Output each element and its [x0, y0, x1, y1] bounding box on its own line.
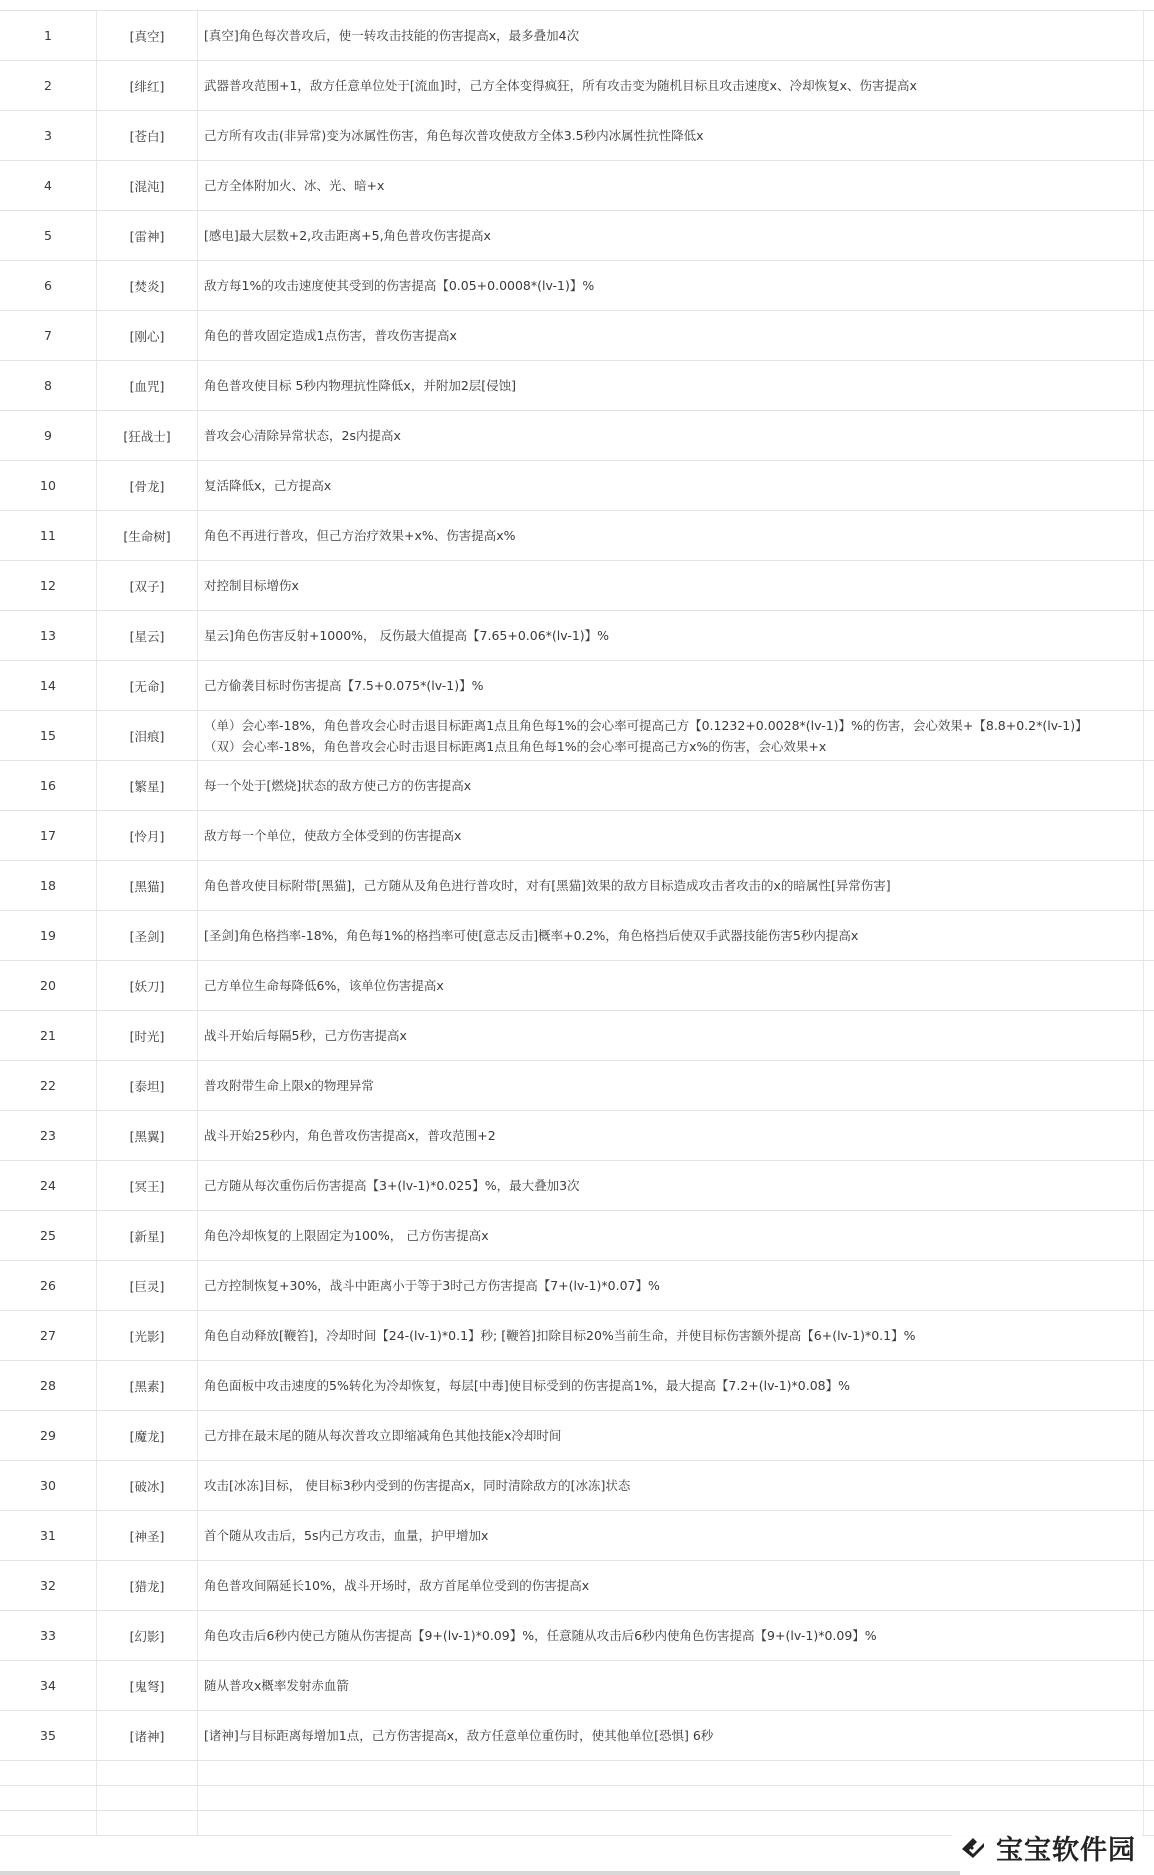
table-row	[0, 1561, 1154, 1611]
affix-description-cell[interactable]	[198, 211, 1144, 261]
description-line: 首个随从攻击后，5s内己方攻击，血量，护甲增加x	[204, 1528, 489, 1543]
empty-cell[interactable]	[1144, 511, 1154, 561]
row-number-cell[interactable]: 9	[0, 411, 97, 461]
description-line: 随从普攻x概率发射赤血箭	[204, 1678, 349, 1693]
watermark	[952, 1826, 1142, 1869]
table-row	[0, 1311, 1154, 1361]
description-line: 复活降低x，己方提高x	[204, 478, 332, 493]
description-line: （单）会心率-18%，角色普攻会心时击退目标距离1点且角色每1%的会心率可提高己方【0.1232+0.0028*(lv-1)】%的伤害，会心效果+【8.8+0.2*(lv-1)】	[204, 717, 1088, 733]
table-row	[0, 361, 1154, 411]
empty-cell[interactable]	[1144, 311, 1154, 361]
empty-cell[interactable]	[0, 1761, 97, 1786]
empty-cell[interactable]	[1144, 1361, 1154, 1411]
description-line: 每一个处于[燃烧]状态的敌方使己方的伤害提高x	[204, 778, 472, 793]
empty-cell[interactable]	[1144, 61, 1154, 111]
affix-description-cell[interactable]	[198, 511, 1144, 561]
table-row	[0, 711, 1154, 761]
empty-cell[interactable]	[1144, 711, 1154, 761]
affix-name-cell[interactable]: [混沌]	[97, 161, 198, 211]
row-number-cell[interactable]: 32	[0, 1561, 97, 1611]
affix-description-cell[interactable]	[198, 161, 1144, 211]
description-line: 己方排在最末尾的随从每次普攻立即缩减角色其他技能x冷却时间	[204, 1428, 562, 1443]
affix-description-cell[interactable]	[198, 1361, 1144, 1411]
affix-description-cell[interactable]	[198, 611, 1144, 661]
table-row	[0, 261, 1154, 311]
row-number-cell[interactable]: 6	[0, 261, 97, 311]
empty-cell[interactable]	[1144, 1411, 1154, 1461]
affix-description-cell[interactable]	[198, 1211, 1144, 1261]
description-line: 己方控制恢复+30%，战斗中距离小于等于3时己方伤害提高【7+(lv-1)*0.07】%	[204, 1278, 660, 1293]
row-number-cell[interactable]: 12	[0, 561, 97, 611]
affix-description-cell[interactable]	[198, 461, 1144, 511]
empty-cell[interactable]	[1144, 561, 1154, 611]
empty-cell[interactable]	[1144, 1511, 1154, 1561]
affix-description-cell[interactable]	[198, 311, 1144, 361]
table-row	[0, 461, 1154, 511]
description-line: 己方全体附加火、冰、光、暗+x	[204, 178, 385, 193]
row-number-cell[interactable]: 21	[0, 1011, 97, 1061]
affix-name-cell[interactable]: [狂战士]	[97, 411, 198, 461]
description-line: 角色自动释放[鞭笞]，冷却时间【24-(lv-1)*0.1】秒; [鞭笞]扣除目标20%当前生命，并使目标伤害额外提高【6+(lv-1)*0.1】%	[204, 1328, 916, 1343]
table-row	[0, 161, 1154, 211]
table-row	[0, 1111, 1154, 1161]
description-line: 角色冷却恢复的上限固定为100%， 己方伤害提高x	[204, 1228, 489, 1243]
table-row	[0, 1411, 1154, 1461]
table-row	[0, 961, 1154, 1011]
row-number-cell[interactable]: 8	[0, 361, 97, 411]
row-number-cell[interactable]: 20	[0, 961, 97, 1011]
empty-cell[interactable]	[1144, 1111, 1154, 1161]
row-number-cell[interactable]: 34	[0, 1661, 97, 1711]
horizontal-scrollbar[interactable]	[0, 1871, 960, 1875]
table-row	[0, 1511, 1154, 1561]
description-line: [诸神]与目标距离每增加1点，己方伤害提高x，敌方任意单位重伤时，使其他单位[恐惧] 6秒	[204, 1728, 714, 1743]
table-row	[0, 1161, 1154, 1211]
empty-cell[interactable]	[1144, 761, 1154, 811]
description-line: 己方偷袭目标时伤害提高【7.5+0.075*(lv-1)】%	[204, 678, 484, 693]
description-line: 普攻附带生命上限x的物理异常	[204, 1078, 374, 1093]
description-line: 攻击[冰冻]目标， 使目标3秒内受到的伤害提高x，同时清除敌方的[冰冻]状态	[204, 1478, 631, 1493]
affix-description-cell[interactable]	[198, 711, 1144, 761]
table-row	[0, 761, 1154, 811]
affix-name-cell[interactable]: [鬼弩]	[97, 1661, 198, 1711]
empty-cell[interactable]	[1144, 161, 1154, 211]
row-number-cell[interactable]: 15	[0, 711, 97, 761]
table-row	[0, 111, 1154, 161]
affix-name-cell[interactable]: [冥王]	[97, 1161, 198, 1211]
row-number-cell[interactable]: 17	[0, 811, 97, 861]
row-number-cell[interactable]: 19	[0, 911, 97, 961]
table-row	[0, 661, 1154, 711]
row-number-cell[interactable]: 1	[0, 11, 97, 61]
empty-cell[interactable]	[1144, 661, 1154, 711]
empty-cell[interactable]	[1144, 611, 1154, 661]
description-line: 己方随从每次重伤后伤害提高【3+(lv-1)*0.025】%，最大叠加3次	[204, 1178, 580, 1193]
affix-name-cell[interactable]: [苍白]	[97, 111, 198, 161]
empty-cell[interactable]	[1144, 1161, 1154, 1211]
row-number-cell[interactable]: 11	[0, 511, 97, 561]
affix-name-cell[interactable]: [骨龙]	[97, 461, 198, 511]
watermark-text: 宝宝软件园	[996, 1835, 1136, 1866]
description-line: 角色不再进行普攻，但己方治疗效果+x%、伤害提高x%	[204, 528, 516, 543]
affix-description-cell[interactable]	[198, 1711, 1144, 1761]
affix-name-cell[interactable]: [无命]	[97, 661, 198, 711]
affix-description-cell[interactable]	[198, 561, 1144, 611]
empty-cell[interactable]	[1144, 1786, 1154, 1811]
affix-name-cell[interactable]: [焚炎]	[97, 261, 198, 311]
row-number-cell[interactable]: 22	[0, 1061, 97, 1111]
description-line: [圣剑]角色格挡率-18%，角色每1%的格挡率可使[意志反击]概率+0.2%，角色格挡后使双手武器技能伤害5秒内提高x	[204, 928, 859, 943]
table-row	[0, 61, 1154, 111]
affix-name-cell[interactable]: [新星]	[97, 1211, 198, 1261]
table-row	[0, 1211, 1154, 1261]
table-row	[0, 561, 1154, 611]
empty-cell[interactable]	[1144, 1611, 1154, 1661]
table-row	[0, 861, 1154, 911]
affix-name-cell[interactable]: [黑翼]	[97, 1111, 198, 1161]
row-number-cell[interactable]: 28	[0, 1361, 97, 1411]
affix-description-cell[interactable]	[198, 1561, 1144, 1611]
row-number-cell[interactable]: 14	[0, 661, 97, 711]
empty-cell[interactable]	[1144, 261, 1154, 311]
description-line: 己方所有攻击(非异常)变为冰属性伤害，角色每次普攻使敌方全体3.5秒内冰属性抗性降低x	[204, 128, 704, 143]
affix-name-cell[interactable]: [刚心]	[97, 311, 198, 361]
description-line: 对控制目标增伤x	[204, 578, 299, 593]
row-number-cell[interactable]: 35	[0, 1711, 97, 1761]
empty-cell[interactable]	[1144, 1711, 1154, 1761]
description-line: 角色普攻使目标附带[黑猫]，己方随从及角色进行普攻时，对有[黑猫]效果的敌方目标造成攻击者攻击的x的暗属性[异常伤害]	[204, 878, 891, 893]
table-row	[0, 1011, 1154, 1061]
table-row	[0, 1611, 1154, 1661]
empty-cell[interactable]	[0, 1811, 97, 1836]
empty-cell[interactable]	[0, 1786, 97, 1811]
table-row	[0, 211, 1154, 261]
affix-name-cell[interactable]: [时光]	[97, 1011, 198, 1061]
affix-description-cell[interactable]	[198, 1661, 1144, 1711]
affix-description-cell[interactable]	[198, 111, 1144, 161]
affix-description-cell[interactable]	[198, 1061, 1144, 1111]
empty-cell[interactable]	[1144, 1061, 1154, 1111]
empty-cell[interactable]	[1144, 911, 1154, 961]
empty-cell[interactable]	[1144, 11, 1154, 61]
empty-cell[interactable]	[1144, 1761, 1154, 1786]
empty-cell[interactable]	[1144, 361, 1154, 411]
empty-cell[interactable]	[1144, 1461, 1154, 1511]
description-line: 战斗开始25秒内，角色普攻伤害提高x，普攻范围+2	[204, 1128, 496, 1143]
row-number-cell[interactable]: 3	[0, 111, 97, 161]
empty-row	[0, 1786, 1154, 1811]
affix-description-cell[interactable]	[198, 961, 1144, 1011]
empty-cell[interactable]	[1144, 1811, 1154, 1836]
affix-name-cell[interactable]: [光影]	[97, 1311, 198, 1361]
affix-description-cell[interactable]	[198, 761, 1144, 811]
table-row	[0, 1711, 1154, 1761]
affix-name-cell[interactable]: [双子]	[97, 561, 198, 611]
row-number-cell[interactable]: 25	[0, 1211, 97, 1261]
description-line: 角色攻击后6秒内使己方随从伤害提高【9+(lv-1)*0.09】%，任意随从攻击后6秒内使角色伤害提高【9+(lv-1)*0.09】%	[204, 1628, 877, 1643]
description-line: 普攻会心清除异常状态，2s内提高x	[204, 428, 401, 443]
affix-description-cell[interactable]	[198, 1511, 1144, 1561]
affix-name-cell[interactable]: [绯红]	[97, 61, 198, 111]
affix-description-cell[interactable]	[198, 1261, 1144, 1311]
top-row-strip	[0, 0, 1154, 11]
affix-description-cell[interactable]	[198, 1161, 1144, 1211]
table-row	[0, 311, 1154, 361]
empty-cell[interactable]	[1144, 1211, 1154, 1261]
table-row	[0, 811, 1154, 861]
affix-description-cell[interactable]	[198, 861, 1144, 911]
row-number-cell[interactable]: 16	[0, 761, 97, 811]
affix-name-cell[interactable]: [破冰]	[97, 1461, 198, 1511]
row-number-cell[interactable]: 24	[0, 1161, 97, 1211]
affix-name-cell[interactable]: [神圣]	[97, 1511, 198, 1561]
row-number-cell[interactable]: 5	[0, 211, 97, 261]
description-line: 己方单位生命每降低6%，该单位伤害提高x	[204, 978, 444, 993]
affix-description-cell[interactable]	[198, 1011, 1144, 1061]
table-row	[0, 1661, 1154, 1711]
row-number-cell[interactable]: 27	[0, 1311, 97, 1361]
table-row	[0, 411, 1154, 461]
affix-description-cell[interactable]	[198, 11, 1144, 61]
table-row	[0, 1261, 1154, 1311]
affix-name-cell[interactable]: [巨灵]	[97, 1261, 198, 1311]
empty-row	[0, 1761, 1154, 1786]
empty-cell[interactable]	[1144, 1311, 1154, 1361]
affix-name-cell[interactable]: [黑素]	[97, 1361, 198, 1411]
table-row	[0, 511, 1154, 561]
affix-name-cell[interactable]: [血咒]	[97, 361, 198, 411]
affix-description-cell[interactable]	[198, 411, 1144, 461]
empty-cell[interactable]	[1144, 211, 1154, 261]
empty-cell[interactable]	[198, 1761, 1144, 1786]
description-line: [真空]角色每次普攻后，使一转攻击技能的伤害提高x，最多叠加4次	[204, 28, 580, 43]
description-line: 角色的普攻固定造成1点伤害，普攻伤害提高x	[204, 328, 457, 343]
affix-name-cell[interactable]: [雷神]	[97, 211, 198, 261]
affix-name-cell[interactable]: [妖刀]	[97, 961, 198, 1011]
affix-description-cell[interactable]	[198, 1611, 1144, 1661]
empty-cell[interactable]	[198, 1786, 1144, 1811]
row-number-cell[interactable]: 4	[0, 161, 97, 211]
affix-name-cell[interactable]: [泪痕]	[97, 711, 198, 761]
description-line: 角色面板中攻击速度的5%转化为冷却恢复，每层[中毒]使目标受到的伤害提高1%，最大提高【7.2+(lv-1)*0.08】%	[204, 1378, 850, 1393]
affix-description-cell[interactable]	[198, 811, 1144, 861]
empty-cell[interactable]	[97, 1786, 198, 1811]
table-row	[0, 1461, 1154, 1511]
affix-name-cell[interactable]: [诸神]	[97, 1711, 198, 1761]
empty-cell[interactable]	[1144, 1261, 1154, 1311]
row-number-cell[interactable]: 30	[0, 1461, 97, 1511]
empty-cell[interactable]	[1144, 1011, 1154, 1061]
affix-name-cell[interactable]: [真空]	[97, 11, 198, 61]
description-line: 武器普攻范围+1，敌方任意单位处于[流血]时，己方全体变得疯狂，所有攻击变为随机目标且攻击速度x、冷却恢复x、伤害提高x	[204, 78, 917, 93]
row-number-cell[interactable]: 7	[0, 311, 97, 361]
empty-cell[interactable]	[1144, 811, 1154, 861]
affix-name-cell[interactable]: [幻影]	[97, 1611, 198, 1661]
table-row	[0, 611, 1154, 661]
affix-description-cell[interactable]	[198, 1411, 1144, 1461]
affix-description-cell[interactable]	[198, 911, 1144, 961]
empty-cell[interactable]	[97, 1811, 198, 1836]
affix-description-cell[interactable]	[198, 1311, 1144, 1361]
affix-name-cell[interactable]: [猎龙]	[97, 1561, 198, 1611]
row-number-cell[interactable]: 23	[0, 1111, 97, 1161]
description-line: （双）会心率-18%，角色普攻会心时击退目标距离1点且角色每1%的会心率可提高己方x%的伤害，会心效果+x	[204, 738, 827, 754]
empty-cell[interactable]	[1144, 961, 1154, 1011]
affix-description-cell[interactable]	[198, 661, 1144, 711]
table-row	[0, 11, 1154, 61]
row-number-cell[interactable]: 2	[0, 61, 97, 111]
description-line: [感电]最大层数+2,攻击距离+5,角色普攻伤害提高x	[204, 228, 491, 243]
empty-cell[interactable]	[1144, 1561, 1154, 1611]
affix-description-cell[interactable]	[198, 61, 1144, 111]
empty-cell[interactable]	[1144, 861, 1154, 911]
empty-cell[interactable]	[1144, 461, 1154, 511]
empty-cell[interactable]	[1144, 411, 1154, 461]
row-number-cell[interactable]: 18	[0, 861, 97, 911]
table-row	[0, 1361, 1154, 1411]
affix-name-cell[interactable]: [圣剑]	[97, 911, 198, 961]
description-line: 敌方每1%的攻击速度使其受到的伤害提高【0.05+0.0008*(lv-1)】%	[204, 278, 595, 293]
data-table	[0, 11, 1154, 1836]
watermark-logo-icon	[958, 1833, 988, 1863]
affix-name-cell[interactable]: [生命树]	[97, 511, 198, 561]
affix-name-cell[interactable]: [怜月]	[97, 811, 198, 861]
description-line: 角色普攻使目标 5秒内物理抗性降低x，并附加2层[侵蚀]	[204, 378, 517, 393]
row-number-cell[interactable]: 31	[0, 1511, 97, 1561]
table-row	[0, 911, 1154, 961]
affix-description-cell[interactable]	[198, 1111, 1144, 1161]
row-number-cell[interactable]: 13	[0, 611, 97, 661]
affix-name-cell[interactable]: [泰坦]	[97, 1061, 198, 1111]
description-line: 星云]角色伤害反射+1000%， 反伤最大值提高【7.65+0.06*(lv-1)】%	[204, 628, 610, 643]
description-line: 角色普攻间隔延长10%，战斗开场时，敌方首尾单位受到的伤害提高x	[204, 1578, 590, 1593]
affix-name-cell[interactable]: [繁星]	[97, 761, 198, 811]
affix-description-cell[interactable]	[198, 361, 1144, 411]
row-number-cell[interactable]: 26	[0, 1261, 97, 1311]
description-line: 敌方每一个单位，使敌方全体受到的伤害提高x	[204, 828, 462, 843]
row-number-cell[interactable]: 33	[0, 1611, 97, 1661]
empty-cell[interactable]	[97, 1761, 198, 1786]
empty-cell[interactable]	[1144, 111, 1154, 161]
description-line: 战斗开始后每隔5秒，己方伤害提高x	[204, 1028, 407, 1043]
affix-name-cell[interactable]: [星云]	[97, 611, 198, 661]
table-row	[0, 1061, 1154, 1111]
affix-name-cell[interactable]: [魔龙]	[97, 1411, 198, 1461]
row-number-cell[interactable]: 10	[0, 461, 97, 511]
row-number-cell[interactable]: 29	[0, 1411, 97, 1461]
affix-description-cell[interactable]	[198, 1461, 1144, 1511]
empty-cell[interactable]	[1144, 1661, 1154, 1711]
affix-description-cell[interactable]	[198, 261, 1144, 311]
affix-name-cell[interactable]: [黑猫]	[97, 861, 198, 911]
